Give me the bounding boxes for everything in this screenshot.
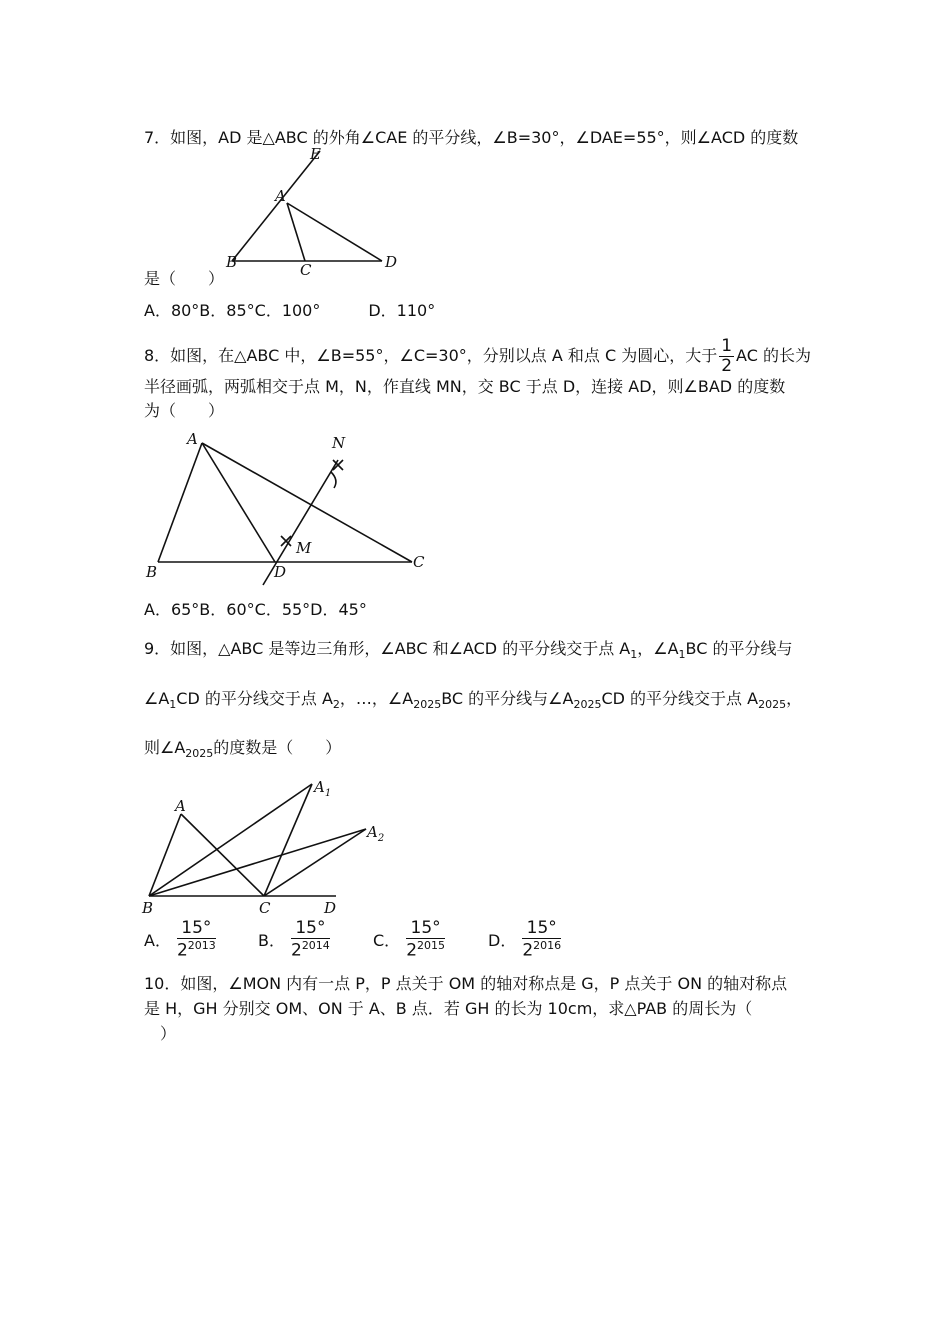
q9-line-1-a: 9．如图，△ABC 是等边三角形，∠ABC 和∠ACD 的平分线交于点 A bbox=[144, 639, 631, 658]
q9-label-a: A bbox=[175, 797, 186, 815]
q9-option-c-exp: 2015 bbox=[417, 939, 446, 952]
q9-option-b-num: 15° bbox=[291, 920, 330, 939]
q9-line-1-sub-2: 1 bbox=[678, 648, 686, 662]
q9-option-d-exp: 2016 bbox=[533, 939, 562, 952]
q8-figure bbox=[140, 428, 440, 590]
q9-label-d: D bbox=[324, 899, 337, 917]
q9-option-c-label: C． bbox=[373, 931, 401, 951]
q9-option-a-fraction bbox=[177, 920, 216, 960]
q9-label-a2-sub: 2 bbox=[377, 833, 385, 844]
q9-line-2-e: CD 的平分线交于点 A bbox=[601, 689, 759, 708]
q9-option-d-num: 15° bbox=[522, 920, 561, 939]
q9-line-1-sub-1: 1 bbox=[630, 648, 638, 662]
q9-label-a2 bbox=[365, 823, 384, 844]
q9-line-3-a: 则∠A bbox=[144, 738, 186, 757]
q8-fraction bbox=[719, 338, 734, 375]
q10-line-2: 是 H，GH 分别交 OM、ON 于 A、B 点．若 GH 的长为 10cm，求△PAB 的周长为（ bbox=[144, 999, 753, 1018]
q9-option-c-den bbox=[406, 939, 445, 960]
q9-figure bbox=[140, 775, 390, 917]
q9-option-a-exp: 2013 bbox=[187, 939, 216, 952]
q9-option-d-label: D． bbox=[488, 931, 517, 951]
q9-line-1-b: ，∠A bbox=[637, 639, 679, 658]
q9-label-a1-sub: 1 bbox=[324, 788, 332, 799]
q10-line-1: 10．如图，∠MON 内有一点 P，P 点关于 OM 的轴对称点是 G，P 点关于 ON 的轴对称点 bbox=[144, 974, 788, 993]
q9-line-1-c: BC 的平分线与 bbox=[685, 639, 793, 658]
q8-label-d: D bbox=[274, 563, 287, 581]
q9-line-1 bbox=[144, 638, 793, 666]
q8-label-a: A bbox=[187, 430, 198, 448]
q8-line-1-a: 8．如图，在△ABC 中，∠B=55°，∠C=30°，分别以点 A 和点 C 为圆心，大于 bbox=[144, 346, 718, 365]
q9-line-2-sub-5: 2025 bbox=[758, 698, 787, 712]
q9-line-2-sub-2: 2 bbox=[332, 698, 340, 712]
q7-label-c: C bbox=[300, 261, 312, 279]
q9-line-2-c: ，…，∠A bbox=[339, 689, 414, 708]
q9-line-2-sub-1: 1 bbox=[169, 698, 177, 712]
q9-line-2 bbox=[144, 688, 802, 716]
q7-figure bbox=[220, 145, 410, 280]
q9-line-2-sub-3: 2025 bbox=[413, 698, 442, 712]
q8-label-b: B bbox=[146, 563, 158, 581]
q9-option-d[interactable] bbox=[488, 920, 563, 960]
q9-line-3 bbox=[144, 737, 341, 765]
q9-label-b: B bbox=[142, 899, 154, 917]
q10-line-3: ） bbox=[160, 1024, 177, 1043]
q9-label-a2-letter: A bbox=[367, 823, 378, 841]
q9-option-a-num: 15° bbox=[177, 920, 216, 939]
q9-option-a-base: 2 bbox=[176, 940, 188, 961]
q9-option-b-label: B． bbox=[258, 931, 285, 951]
q9-label-c: C bbox=[259, 899, 271, 917]
q9-line-2-f: ， bbox=[786, 689, 803, 708]
q9-line-3-sub: 2025 bbox=[185, 747, 214, 761]
q8-frac-den: 2 bbox=[721, 356, 733, 376]
q9-option-c-num: 15° bbox=[406, 920, 445, 939]
q9-option-a-den bbox=[177, 939, 216, 960]
q7-label-d: D bbox=[385, 253, 398, 271]
q8-line-1-b: AC 的长为 bbox=[736, 346, 811, 365]
q9-line-2-a: ∠A bbox=[144, 689, 170, 708]
q9-option-d-base: 2 bbox=[522, 940, 534, 961]
q9-label-a1 bbox=[312, 778, 331, 799]
q8-label-n: N bbox=[332, 434, 346, 452]
q7-label-e: E bbox=[310, 145, 321, 163]
q7-label-b: B bbox=[226, 253, 238, 271]
q9-option-c-fraction bbox=[406, 920, 445, 960]
q9-option-d-den bbox=[522, 939, 561, 960]
q9-option-c[interactable] bbox=[373, 920, 447, 960]
q9-option-b-base: 2 bbox=[290, 940, 302, 961]
q7-label-a: A bbox=[275, 187, 286, 205]
q9-option-a[interactable] bbox=[144, 920, 218, 960]
q9-option-a-label: A． bbox=[144, 931, 171, 951]
q7-stem: 7．如图，AD 是△ABC 的外角∠CAE 的平分线，∠B=30°，∠DAE=55°，则∠ACD 的度数 bbox=[144, 128, 799, 147]
q8-line-1 bbox=[144, 338, 811, 375]
q8-label-c: C bbox=[413, 553, 425, 571]
q9-option-b-fraction bbox=[291, 920, 330, 960]
q8-options: A．65°B．60°C．55°D．45° bbox=[144, 600, 367, 619]
q8-line-3: 为（ ） bbox=[144, 401, 225, 420]
q8-label-m: M bbox=[296, 539, 312, 557]
q9-option-d-fraction bbox=[522, 920, 561, 960]
q8-line-2: 半径画弧，两弧相交于点 M，N，作直线 MN，交 BC 于点 D，连接 AD，则∠BAD 的度数 bbox=[144, 377, 786, 396]
q9-option-b-exp: 2014 bbox=[301, 939, 330, 952]
q8-frac-num: 1 bbox=[721, 336, 733, 356]
q9-line-2-d: BC 的平分线与∠A bbox=[441, 689, 574, 708]
q9-option-c-base: 2 bbox=[406, 940, 418, 961]
q9-line-2-b: CD 的平分线交于点 A bbox=[176, 689, 333, 708]
q9-label-a1-letter: A bbox=[314, 778, 325, 796]
q9-option-b[interactable] bbox=[258, 920, 332, 960]
q9-option-b-den bbox=[291, 939, 330, 960]
q9-line-3-b: 的度数是（ ） bbox=[213, 738, 342, 757]
q7-stem-end: 是（ ） bbox=[144, 269, 225, 288]
q7-options: A．80°B．85°C．100° D．110° bbox=[144, 301, 436, 320]
q9-line-2-sub-4: 2025 bbox=[573, 698, 602, 712]
